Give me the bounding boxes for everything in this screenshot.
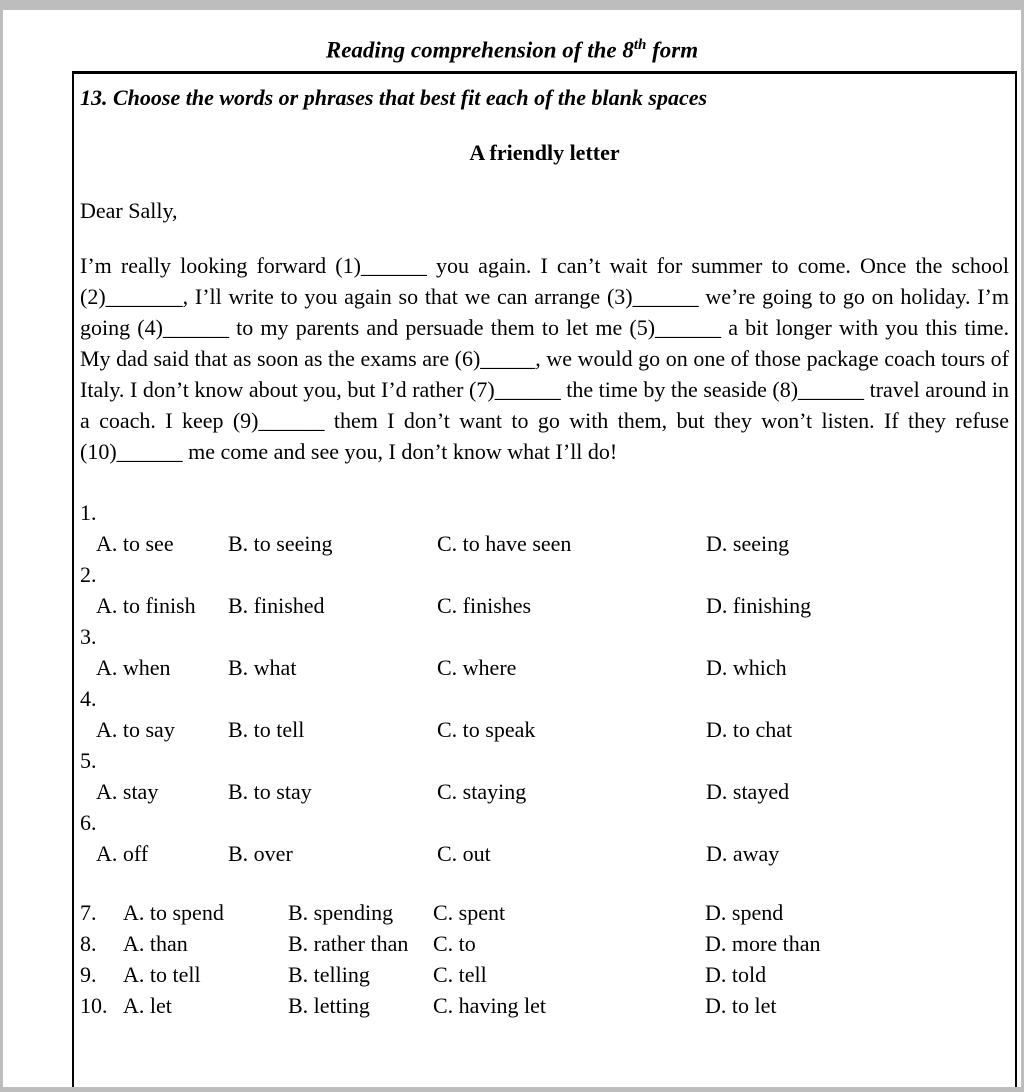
question-options xyxy=(80,652,1009,683)
question-number: 8. xyxy=(80,930,97,956)
question-options xyxy=(80,528,1009,559)
option-b: B. finished xyxy=(228,592,325,618)
page-title-text: Reading comprehension of the 8 xyxy=(325,37,634,63)
option-d: D. more than xyxy=(705,930,821,956)
page-title-suffix: form xyxy=(646,37,699,63)
question-options xyxy=(80,838,1009,869)
question-3 xyxy=(80,621,1009,683)
option-b: B. what xyxy=(228,654,297,680)
option-b: B. telling xyxy=(288,961,370,987)
option-d: D. to chat xyxy=(706,716,793,742)
question-number: 7. xyxy=(80,899,97,925)
question-8 xyxy=(80,928,1009,959)
option-a: A. to see xyxy=(96,530,174,556)
question-options xyxy=(80,714,1009,745)
option-b: B. to stay xyxy=(228,778,312,804)
question-number: 9. xyxy=(80,961,97,987)
question-number: 6. xyxy=(80,809,97,835)
question-7 xyxy=(80,897,1009,928)
question-9 xyxy=(80,959,1009,990)
questions-inline-list xyxy=(80,897,1009,1021)
option-d: D. to let xyxy=(705,992,777,1018)
letter-title: A friendly letter xyxy=(469,139,620,165)
option-c: C. to have seen xyxy=(437,530,572,556)
question-1 xyxy=(80,497,1009,559)
option-a: A. off xyxy=(96,840,149,866)
option-d: D. spend xyxy=(705,899,784,925)
question-number: 3. xyxy=(80,623,97,649)
option-b: B. spending xyxy=(288,899,394,925)
option-a: A. when xyxy=(96,654,171,680)
page-title xyxy=(3,30,1021,66)
question-number: 5. xyxy=(80,747,97,773)
option-c: C. having let xyxy=(433,992,547,1018)
question-number: 4. xyxy=(80,685,97,711)
option-c: C. to xyxy=(433,930,476,956)
option-c: C. spent xyxy=(433,899,506,925)
option-b: B. rather than xyxy=(288,930,409,956)
option-d: D. seeing xyxy=(706,530,790,556)
option-a: A. let xyxy=(123,992,172,1018)
option-d: D. which xyxy=(706,654,787,680)
question-number: 2. xyxy=(80,561,97,587)
option-a: A. to say xyxy=(96,716,175,742)
title-superscript: th xyxy=(633,37,647,53)
exercise-box xyxy=(72,71,1017,1087)
option-d: D. stayed xyxy=(706,778,790,804)
option-d: D. told xyxy=(705,961,767,987)
letter-body: I’m really looking forward (1)______ you again. I can’t wait for summer to come. Once the school (2)_______, I’ll write to you again so that we can arrange (3)______ we’re going to go on holiday. I’m going (4)______ to my parents and persuade them to let me (5)______ a bit longer with you this time. My dad said that as soon as the exams are (6)_____, we would go on one of those package coach tours of Italy. I don’t know about you, but I’d rather (7)______ the time by the seaside (8)______ travel around in a coach. I keep (9)______ them I don’t want to go with them, but they won’t listen. If they refuse (10)______ me come and see you, I don’t know what I’ll do! xyxy=(80,252,1009,464)
option-a: A. to tell xyxy=(123,961,201,987)
questions-stacked-list xyxy=(80,497,1009,869)
document-page xyxy=(3,10,1021,1087)
option-c: C. where xyxy=(437,654,517,680)
question-10 xyxy=(80,990,1009,1021)
option-c: C. out xyxy=(437,840,491,866)
option-b: B. over xyxy=(228,840,293,866)
option-c: C. staying xyxy=(437,778,527,804)
option-b: B. letting xyxy=(288,992,370,1018)
option-a: A. stay xyxy=(96,778,159,804)
option-c: C. to speak xyxy=(437,716,536,742)
option-b: B. to seeing xyxy=(228,530,333,556)
option-a: A. than xyxy=(123,930,188,956)
option-c: C. finishes xyxy=(437,592,532,618)
option-b: B. to tell xyxy=(228,716,305,742)
option-d: D. away xyxy=(706,840,780,866)
question-number: 1. xyxy=(80,499,97,525)
option-a: A. to finish xyxy=(96,592,196,618)
option-d: D. finishing xyxy=(706,592,812,618)
letter-salutation: Dear Sally, xyxy=(80,197,178,223)
question-options xyxy=(80,590,1009,621)
exercise-instruction: 13. Choose the words or phrases that best fit each of the blank spaces xyxy=(80,84,708,110)
question-4 xyxy=(80,683,1009,745)
question-6 xyxy=(80,807,1009,869)
question-2 xyxy=(80,559,1009,621)
question-5 xyxy=(80,745,1009,807)
option-c: C. tell xyxy=(433,961,487,987)
option-a: A. to spend xyxy=(123,899,224,925)
question-number: 10. xyxy=(80,992,108,1018)
question-options xyxy=(80,776,1009,807)
